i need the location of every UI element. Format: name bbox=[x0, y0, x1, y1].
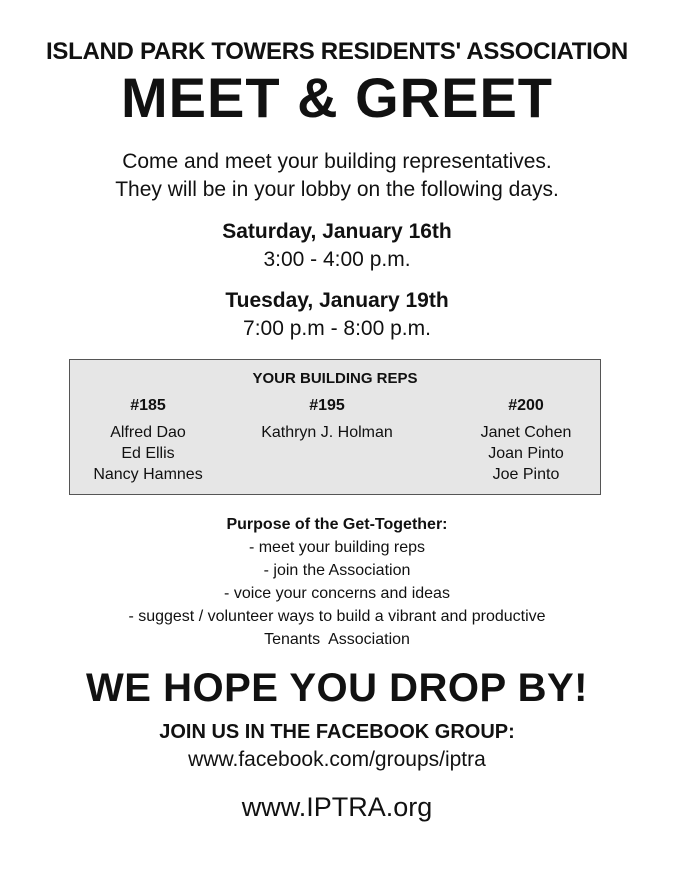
building-number: #185 bbox=[130, 397, 166, 414]
facebook-invite: JOIN US IN THE FACEBOOK GROUP: bbox=[159, 721, 515, 743]
purpose-item: Tenants Association bbox=[264, 631, 410, 648]
purpose-item: - join the Association bbox=[263, 562, 411, 579]
building-reps-box bbox=[69, 359, 601, 495]
rep-name: Joe Pinto bbox=[492, 466, 560, 483]
facebook-link[interactable]: www.facebook.com/groups/iptra bbox=[188, 748, 486, 771]
intro-line-1: Come and meet your building representatives. bbox=[122, 150, 552, 173]
event-1-time: 3:00 - 4:00 p.m. bbox=[263, 248, 411, 271]
rep-name: Nancy Hamnes bbox=[93, 466, 203, 483]
building-number: #195 bbox=[309, 397, 345, 414]
rep-name: Ed Ellis bbox=[121, 445, 175, 462]
organization-name: ISLAND PARK TOWERS RESIDENTS' ASSOCIATION bbox=[46, 38, 628, 65]
website-link[interactable]: www.IPTRA.org bbox=[241, 792, 433, 822]
building-195-column bbox=[242, 396, 412, 443]
building-185-column bbox=[68, 396, 228, 485]
purpose-item: - suggest / volunteer ways to build a vibrant and productive bbox=[128, 608, 546, 625]
headline: MEET & GREET bbox=[120, 66, 554, 129]
intro-line-2: They will be in your lobby on the following days. bbox=[115, 178, 559, 201]
building-number: #200 bbox=[508, 397, 544, 414]
purpose-title: Purpose of the Get-Together: bbox=[226, 516, 448, 533]
rep-name: Alfred Dao bbox=[110, 424, 186, 441]
purpose-item: - voice your concerns and ideas bbox=[224, 585, 450, 602]
event-1-date: Saturday, January 16th bbox=[222, 220, 452, 243]
event-2-date: Tuesday, January 19th bbox=[225, 289, 449, 312]
closing-headline: WE HOPE YOU DROP BY! bbox=[86, 666, 588, 710]
event-2-time: 7:00 p.m - 8:00 p.m. bbox=[243, 317, 431, 340]
rep-name: Kathryn J. Holman bbox=[261, 424, 393, 441]
purpose-item: - meet your building reps bbox=[248, 539, 426, 556]
intro-text bbox=[0, 148, 674, 204]
rep-name: Janet Cohen bbox=[480, 424, 572, 441]
purpose-section bbox=[0, 513, 674, 651]
building-200-column bbox=[446, 396, 606, 485]
rep-name: Joan Pinto bbox=[488, 445, 564, 462]
reps-title: YOUR BUILDING REPS bbox=[252, 370, 418, 387]
